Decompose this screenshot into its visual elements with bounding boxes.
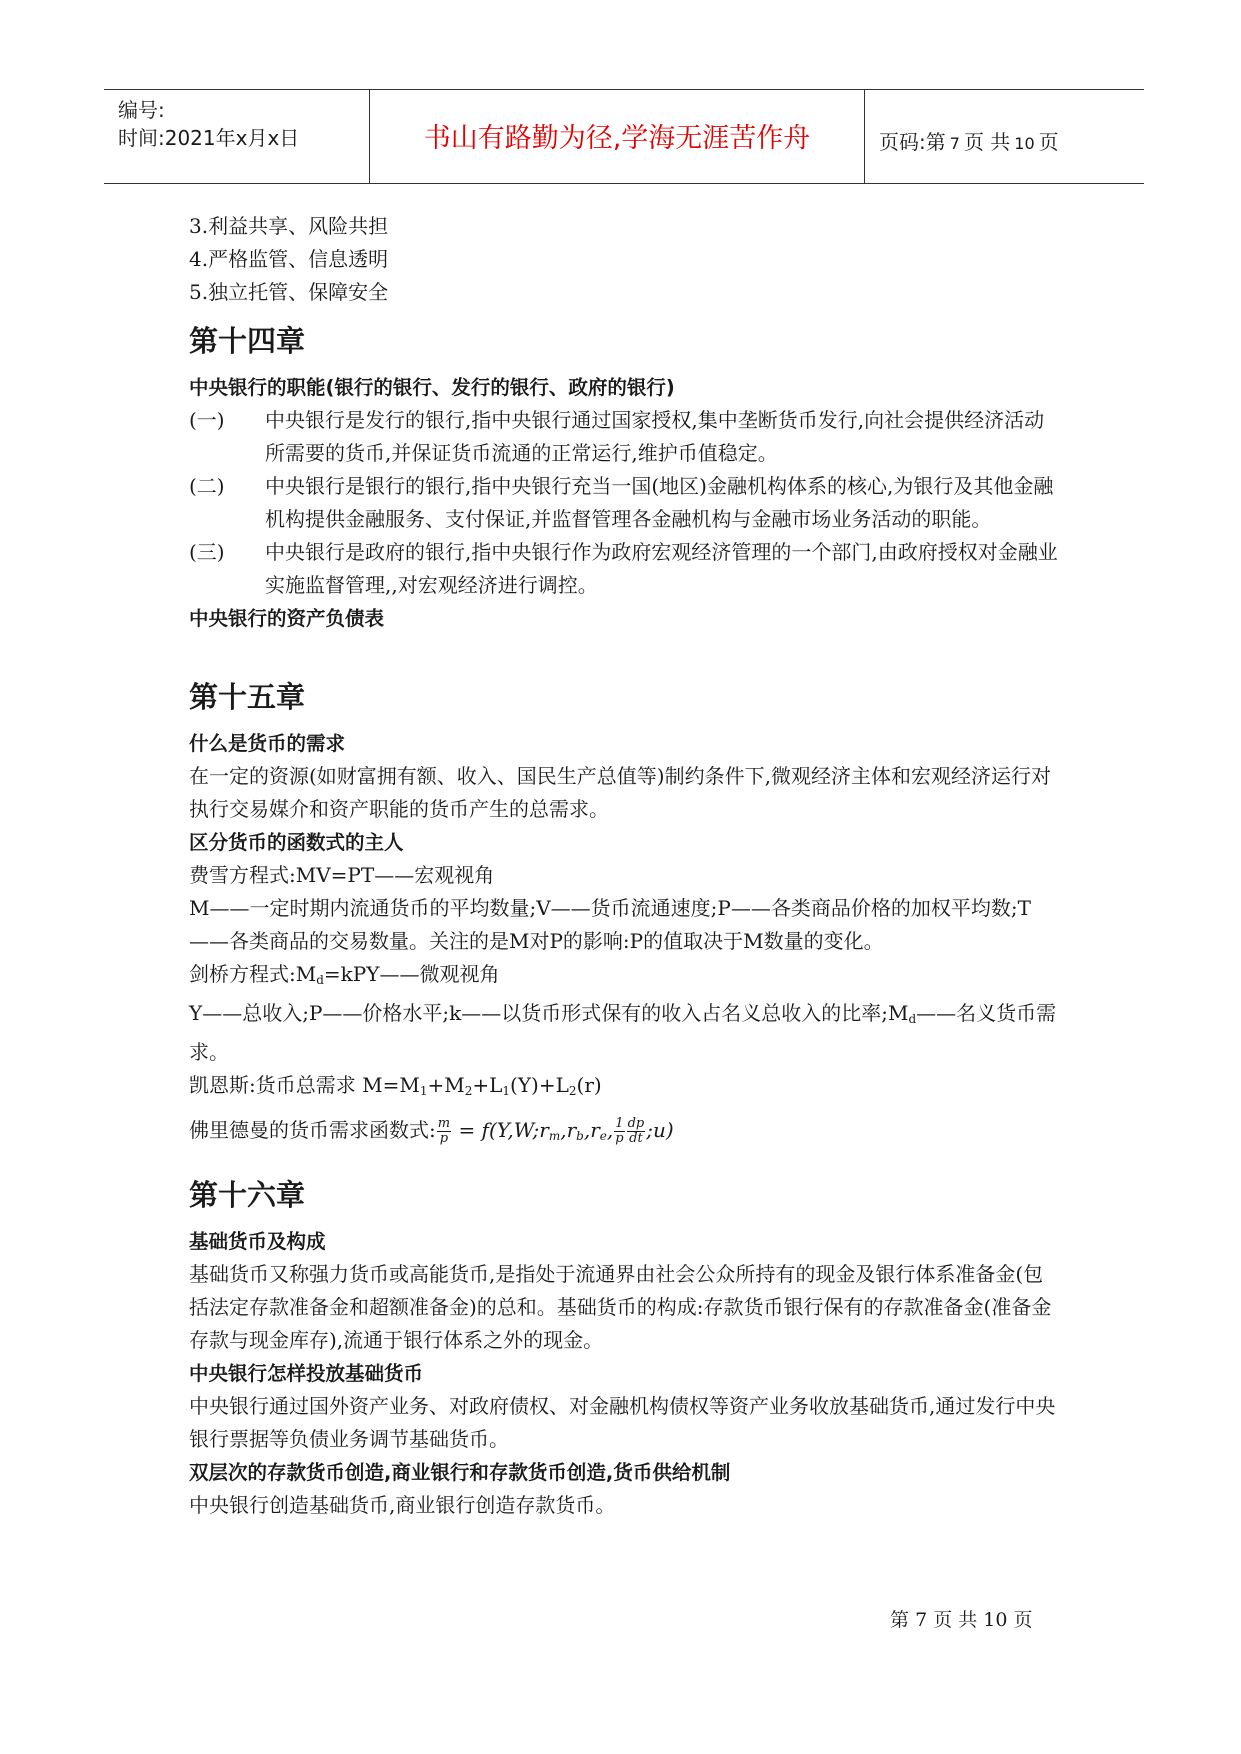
header-motto: 书山有路勤为径,学海无涯苦作舟 xyxy=(423,123,811,154)
header-page-info: 页码:第 7 页 共 10 页 xyxy=(879,130,1059,154)
enum-item xyxy=(189,470,1059,536)
page-header xyxy=(104,89,1144,184)
enum-marker: (一) xyxy=(189,408,225,432)
enum-marker: (二) xyxy=(189,474,225,498)
enum-text: 中央银行是政府的银行,指中央银行作为政府宏观经济管理的一个部门,由政府授权对金融业实施监督管理,,对宏观经济进行调控。 xyxy=(265,540,1058,597)
page-footer: 第 7 页 共 10 页 xyxy=(890,1609,1033,1631)
keynes-equation: 凯恩斯:货币总需求 $M=M_1+M_2+L_1(Y)+L_2(r)$ xyxy=(189,1073,602,1098)
section-heading: 基础货币及构成 xyxy=(189,1230,326,1253)
section-heading: 什么是货币的需求 xyxy=(189,732,346,755)
friedman-formula: $\frac{m}{p}$ = $f(Y,W;r_m,r_b,r_e$, $\frac{1}{p}$ $\frac{dp}{dt}$ ;u) xyxy=(437,1116,674,1146)
paragraph: 在一定的资源(如财富拥有额、收入、国民生产总值等)制约条件下,微观经济主体和宏观经济运行对执行交易媒介和资产职能的货币产生的总需求。 xyxy=(189,764,1051,821)
cambridge-description: Y——总收入;P——价格水平;k——以货币形式保有的收入占名义总收入的比率$;M_d——$名义货币需求。 xyxy=(189,1001,1057,1064)
chapter-14-title: 第十四章 xyxy=(189,324,306,358)
paragraph: 基础货币又称强力货币或高能货币,是指处于流通界由社会公众所持有的现金及银行体系准备金(包括法定存款准备金和超额准备金)的总和。基础货币的构成:存款货币银行保有的存款准备金(准备金存款与现金库存),流通于银行体系之外的现金。 xyxy=(189,1262,1052,1352)
header-motto-cell xyxy=(369,90,865,183)
section-heading: 区分货币的函数式的主人 xyxy=(189,831,404,854)
document-number-label: 编号: xyxy=(118,98,165,122)
fisher-equation: 费雪方程式:MV=PT——宏观视角 xyxy=(189,863,495,887)
enum-marker: (三) xyxy=(189,540,225,564)
header-page-cell xyxy=(865,90,1144,183)
paragraph: 中央银行通过国外资产业务、对政府债权、对金融机构债权等资产业务收放基础货币,通过发行中央银行票据等负债业务调节基础货币。 xyxy=(189,1394,1056,1451)
document-body xyxy=(189,210,1059,1522)
section-heading: 双层次的存款货币创造,商业银行和存款货币创造,货币供给机制 xyxy=(189,1461,731,1484)
section-heading: 中央银行的资产负债表 xyxy=(189,607,385,630)
section-heading: 中央银行的职能(银行的银行、发行的银行、政府的银行) xyxy=(189,376,675,399)
section-heading: 中央银行怎样投放基础货币 xyxy=(189,1362,424,1385)
header-meta-cell xyxy=(104,90,369,183)
list-item: 4.严格监管、信息透明 xyxy=(189,247,389,271)
document-time-label: 时间:2021年x月x日 xyxy=(118,126,300,150)
list-item: 3.利益共享、风险共担 xyxy=(189,214,389,238)
enum-item xyxy=(189,404,1059,470)
list-item: 5.独立托管、保障安全 xyxy=(189,280,389,304)
enum-text: 中央银行是发行的银行,指中央银行通过国家授权,集中垄断货币发行,向社会提供经济活动所需要的货币,并保证货币流通的正常运行,维护币值稳定。 xyxy=(265,408,1045,465)
friedman-equation: 佛里德曼的货币需求函数式: $\frac{m}{p}$ = $f(Y,W;r_m,r_b,r_e$, $\frac{1}{p}$ $\frac{dp}{dt}$ ;u) xyxy=(189,1116,674,1146)
cambridge-equation: 剑桥方程式$:M_d=kPY——$微观视角 xyxy=(189,962,500,987)
fisher-description: M——一定时期内流通货币的平均数量;V——货币流通速度;P——各类商品价格的加权平均数;T——各类商品的交易数量。关注的是M对P的影响:P的值取决于M数量的变化。 xyxy=(189,896,1031,953)
enum-text: 中央银行是银行的银行,指中央银行充当一国(地区)金融机构体系的核心,为银行及其他金融机构提供金融服务、支付保证,并监督管理各金融机构与金融市场业务活动的职能。 xyxy=(265,474,1054,531)
chapter-15-title: 第十五章 xyxy=(189,680,306,714)
chapter-16-title: 第十六章 xyxy=(189,1178,306,1212)
enum-item xyxy=(189,536,1059,602)
paragraph: 中央银行创造基础货币,商业银行创造存款货币。 xyxy=(189,1493,616,1517)
